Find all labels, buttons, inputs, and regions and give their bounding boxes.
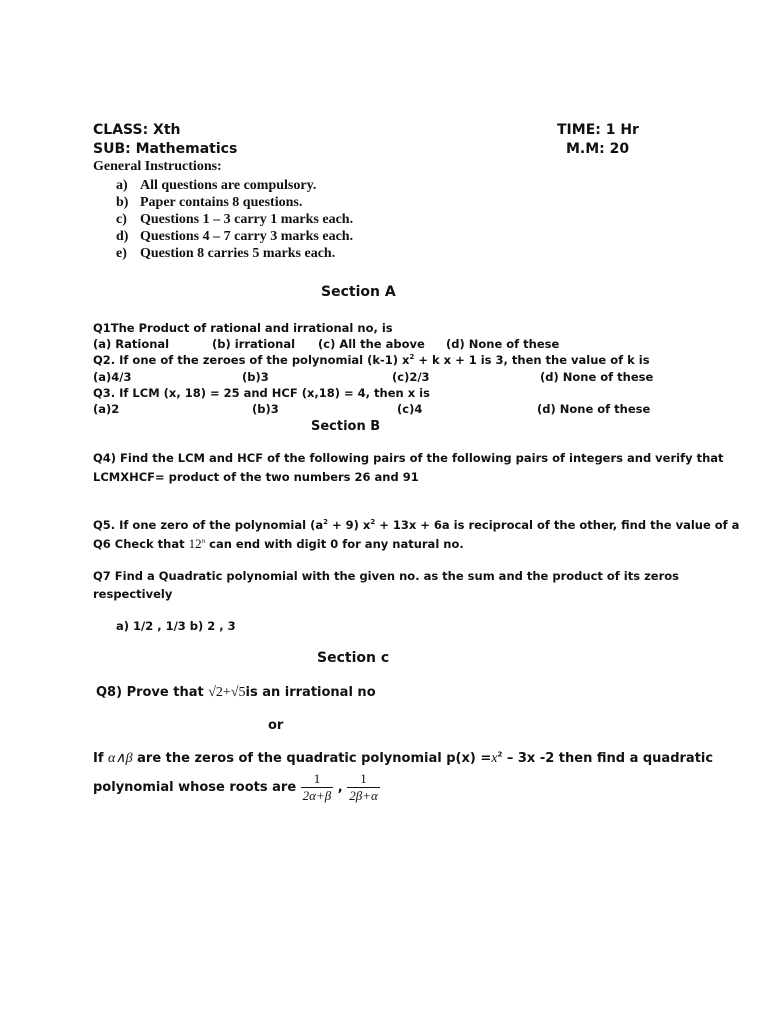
instruction-text: Question 8 carries 5 marks each.: [140, 246, 336, 261]
alt-sup: 2: [497, 750, 503, 759]
instruction-marker: b): [116, 195, 129, 210]
q6-text-a: Q6 Check that: [93, 537, 189, 551]
q8-text-a: Q8) Prove that: [96, 685, 209, 700]
alt-x: x: [491, 751, 498, 766]
fraction-1-denominator: 2α+β: [302, 788, 332, 803]
alt-line2-text: polynomial whose roots are: [93, 780, 301, 795]
instruction-marker: d): [116, 229, 129, 244]
subject-label: SUB: Mathematics: [93, 141, 238, 157]
time-label: TIME: 1 Hr: [557, 122, 639, 138]
instruction-item: [116, 178, 316, 194]
section-a-title: Section A: [321, 284, 396, 300]
q7-line1: Q7 Find a Quadratic polynomial with the given no. as the sum and the product of its zeros: [93, 569, 679, 583]
q1-option-d: (d) None of these: [446, 337, 560, 351]
instruction-marker: e): [116, 246, 127, 261]
q8-text-b: is an irrational no: [245, 685, 376, 700]
q6-base: 12: [188, 536, 202, 551]
q5-sup1: 2: [323, 518, 328, 527]
instructions-title: General Instructions:: [93, 159, 222, 174]
instruction-item: [116, 212, 353, 228]
q4-line1: Q4) Find the LCM and HCF of the following pairs of the following pairs of integers and verify that: [93, 451, 724, 465]
instruction-item: [116, 229, 353, 245]
q2-text: [93, 353, 650, 367]
q1-option-c: (c) All the above: [318, 337, 425, 351]
alt-math: α∧β: [108, 751, 133, 766]
class-label: CLASS: Xth: [93, 122, 181, 138]
q5-text-b: + 9) x: [327, 518, 371, 532]
q2-text-b: + k x + 1 is 3, then the value of k is: [414, 353, 650, 367]
q2-option-b: (b)3: [242, 370, 269, 384]
instruction-item: [116, 195, 302, 211]
instruction-item: [116, 246, 335, 262]
instruction-marker: a): [116, 178, 128, 193]
fraction-separator: ,: [337, 780, 343, 795]
section-c-title: Section c: [317, 650, 390, 666]
q3-text: Q3. If LCM (x, 18) = 25 and HCF (x,18) = 4, then x is: [93, 386, 430, 400]
q5-text-c: + 13x + 6a is reciprocal of the other, find the value of a: [375, 518, 740, 532]
alt-text-a: If: [93, 751, 109, 766]
q8-alt-line1: [93, 750, 713, 767]
instruction-text: Questions 1 – 3 carry 1 marks each.: [140, 212, 354, 227]
fraction-2: [347, 771, 380, 804]
q5-text-a: Q5. If one zero of the polynomial (a: [93, 518, 324, 532]
q1-option-b: (b) irrational: [212, 337, 296, 351]
q3-option-c: (c)4: [397, 402, 423, 416]
instruction-text: Questions 4 – 7 carry 3 marks each.: [140, 229, 354, 244]
fraction-2-denominator: 2β+α: [349, 788, 378, 803]
q2-sup: 2: [409, 353, 415, 362]
q8-alt-line2: [93, 771, 380, 804]
q5-sup2: 2: [370, 518, 376, 527]
q6-text-b: can end with digit 0 for any natural no.: [205, 537, 464, 551]
marks-label: M.M: 20: [566, 141, 630, 157]
or-label: or: [268, 718, 284, 733]
alt-text-c: – 3x -2 then find a quadratic: [502, 751, 714, 766]
instruction-marker: c): [116, 212, 127, 227]
q3-option-a: (a)2: [93, 402, 120, 416]
q6-text: [93, 536, 464, 552]
q7-options: a) 1/2 , 1/3 b) 2 , 3: [116, 619, 236, 633]
q2-text-a: Q2. If one of the zeroes of the polynomial (k-1) x: [93, 353, 410, 367]
q2-option-d: (d) None of these: [540, 370, 654, 384]
fraction-2-numerator: 1: [347, 771, 380, 788]
instruction-text: All questions are compulsory.: [140, 178, 317, 193]
q8-math: √2+√5: [208, 685, 246, 700]
q2-option-a: (a)4/3: [93, 370, 132, 384]
instruction-text: Paper contains 8 questions.: [140, 195, 303, 210]
section-b-title: Section B: [311, 419, 381, 434]
q4-line2: LCMXHCF= product of the two numbers 26 and 91: [93, 470, 419, 484]
q1-option-a: (a) Rational: [93, 337, 170, 351]
q3-option-b: (b)3: [252, 402, 279, 416]
q8-text: [96, 685, 376, 701]
q1-text: Q1The Product of rational and irrational no, is: [93, 321, 393, 335]
q7-line2: respectively: [93, 587, 173, 601]
q3-option-d: (d) None of these: [537, 402, 651, 416]
fraction-1-numerator: 1: [301, 771, 334, 788]
q6-exp: n: [201, 537, 206, 546]
alt-text-b: are the zeros of the quadratic polynomial p(x) =: [132, 751, 492, 766]
fraction-1: [301, 771, 334, 804]
q2-option-c: (c)2/3: [392, 370, 430, 384]
q5-text: [93, 518, 739, 532]
